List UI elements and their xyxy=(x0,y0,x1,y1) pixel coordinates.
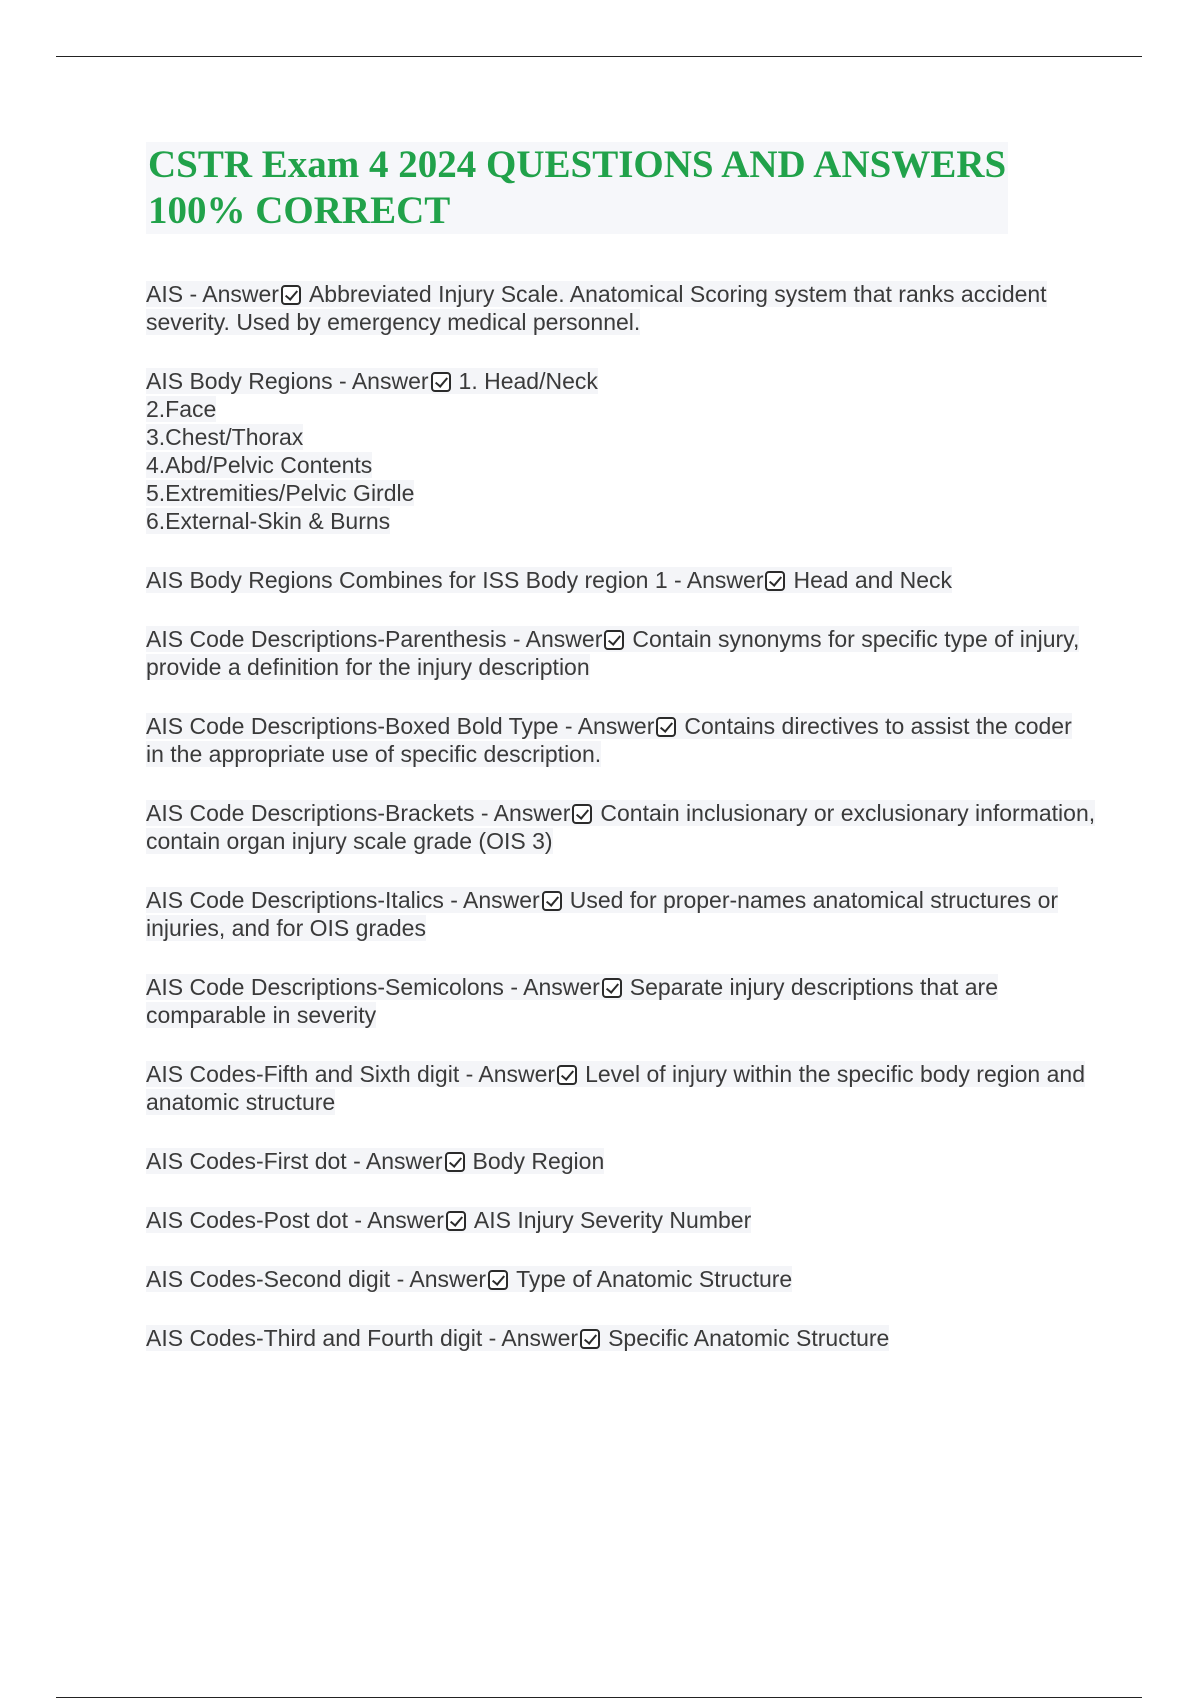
qa-term: AIS Body Regions Combines for ISS Body region 1 - Answer xyxy=(146,567,764,593)
footer-rule xyxy=(56,1697,1142,1698)
checkbox-check-icon xyxy=(557,1065,577,1085)
qa-term: AIS Code Descriptions-Semicolons - Answer xyxy=(146,974,600,1000)
checkbox-check-icon xyxy=(488,1270,508,1290)
checkbox-check-icon xyxy=(542,891,562,911)
qa-item xyxy=(146,1147,1096,1175)
qa-answer: 1. Head/Neck xyxy=(458,368,598,394)
qa-answer: Body Region xyxy=(472,1148,605,1174)
title-line-1: CSTR Exam 4 2024 QUESTIONS AND ANSWERS xyxy=(148,143,1007,186)
qa-item xyxy=(146,886,1096,942)
qa-item xyxy=(146,973,1096,1029)
qa-answer: Used for proper-names anatomical structures or injuries, and for OIS grades xyxy=(146,887,1059,941)
qa-answer-line: 2.Face xyxy=(146,396,217,422)
qa-answer: Separate injury descriptions that are comparable in severity xyxy=(146,974,998,1028)
qa-term: AIS Codes-Third and Fourth digit - Answer xyxy=(146,1325,579,1351)
qa-item xyxy=(146,799,1096,855)
header-rule xyxy=(56,56,1142,57)
qa-item xyxy=(146,566,1096,594)
qa-answer-line: 6.External-Skin & Burns xyxy=(146,508,391,534)
qa-term: AIS Body Regions - Answer xyxy=(146,368,429,394)
qa-term: AIS - Answer xyxy=(146,281,279,307)
qa-term: AIS Code Descriptions-Parenthesis - Answer xyxy=(146,626,603,652)
checkbox-check-icon xyxy=(281,285,301,305)
qa-item xyxy=(146,712,1096,768)
qa-term: AIS Codes-First dot - Answer xyxy=(146,1148,443,1174)
qa-answer-line: 4.Abd/Pelvic Contents xyxy=(146,452,373,478)
qa-answer: Abbreviated Injury Scale. Anatomical Scoring system that ranks accident severity. Used by emergency medical personnel. xyxy=(146,281,1047,335)
qa-term: AIS Codes-Fifth and Sixth digit - Answer xyxy=(146,1061,556,1087)
qa-answer: Contain inclusionary or exclusionary information, contain organ injury scale grade (OIS 3) xyxy=(146,800,1096,854)
qa-answer-line: 5.Extremities/Pelvic Girdle xyxy=(146,480,415,506)
document-title xyxy=(146,142,1008,234)
checkbox-check-icon xyxy=(580,1329,600,1349)
qa-answer: Level of injury within the specific body region and anatomic structure xyxy=(146,1061,1085,1115)
document-body xyxy=(146,142,1096,1383)
qa-item xyxy=(146,280,1096,336)
qa-term: AIS Code Descriptions-Boxed Bold Type - Answer xyxy=(146,713,655,739)
qa-item xyxy=(146,1060,1096,1116)
qa-answer: Contains directives to assist the coder in the appropriate use of specific description. xyxy=(146,713,1072,767)
qa-item xyxy=(146,1265,1096,1293)
checkbox-check-icon xyxy=(445,1152,465,1172)
qa-answer-line: 3.Chest/Thorax xyxy=(146,424,304,450)
qa-answer: Contain synonyms for specific type of injury, provide a definition for the injury description xyxy=(146,626,1080,680)
qa-term: AIS Code Descriptions-Italics - Answer xyxy=(146,887,540,913)
checkbox-check-icon xyxy=(656,717,676,737)
qa-item xyxy=(146,1324,1096,1352)
qa-item xyxy=(146,367,1096,535)
checkbox-check-icon xyxy=(446,1211,466,1231)
qa-item xyxy=(146,625,1096,681)
title-line-2: 100% CORRECT xyxy=(148,189,451,232)
checkbox-check-icon xyxy=(602,978,622,998)
checkbox-check-icon xyxy=(604,630,624,650)
checkbox-check-icon xyxy=(572,804,592,824)
qa-answer: Head and Neck xyxy=(793,567,953,593)
checkbox-check-icon xyxy=(765,571,785,591)
qa-item xyxy=(146,1206,1096,1234)
qa-answer: Specific Anatomic Structure xyxy=(608,1325,890,1351)
qa-answer: AIS Injury Severity Number xyxy=(473,1207,752,1233)
qa-term: AIS Codes-Second digit - Answer xyxy=(146,1266,487,1292)
qa-term: AIS Codes-Post dot - Answer xyxy=(146,1207,444,1233)
qa-term: AIS Code Descriptions-Brackets - Answer xyxy=(146,800,571,826)
qa-answer: Type of Anatomic Structure xyxy=(516,1266,793,1292)
checkbox-check-icon xyxy=(431,372,451,392)
